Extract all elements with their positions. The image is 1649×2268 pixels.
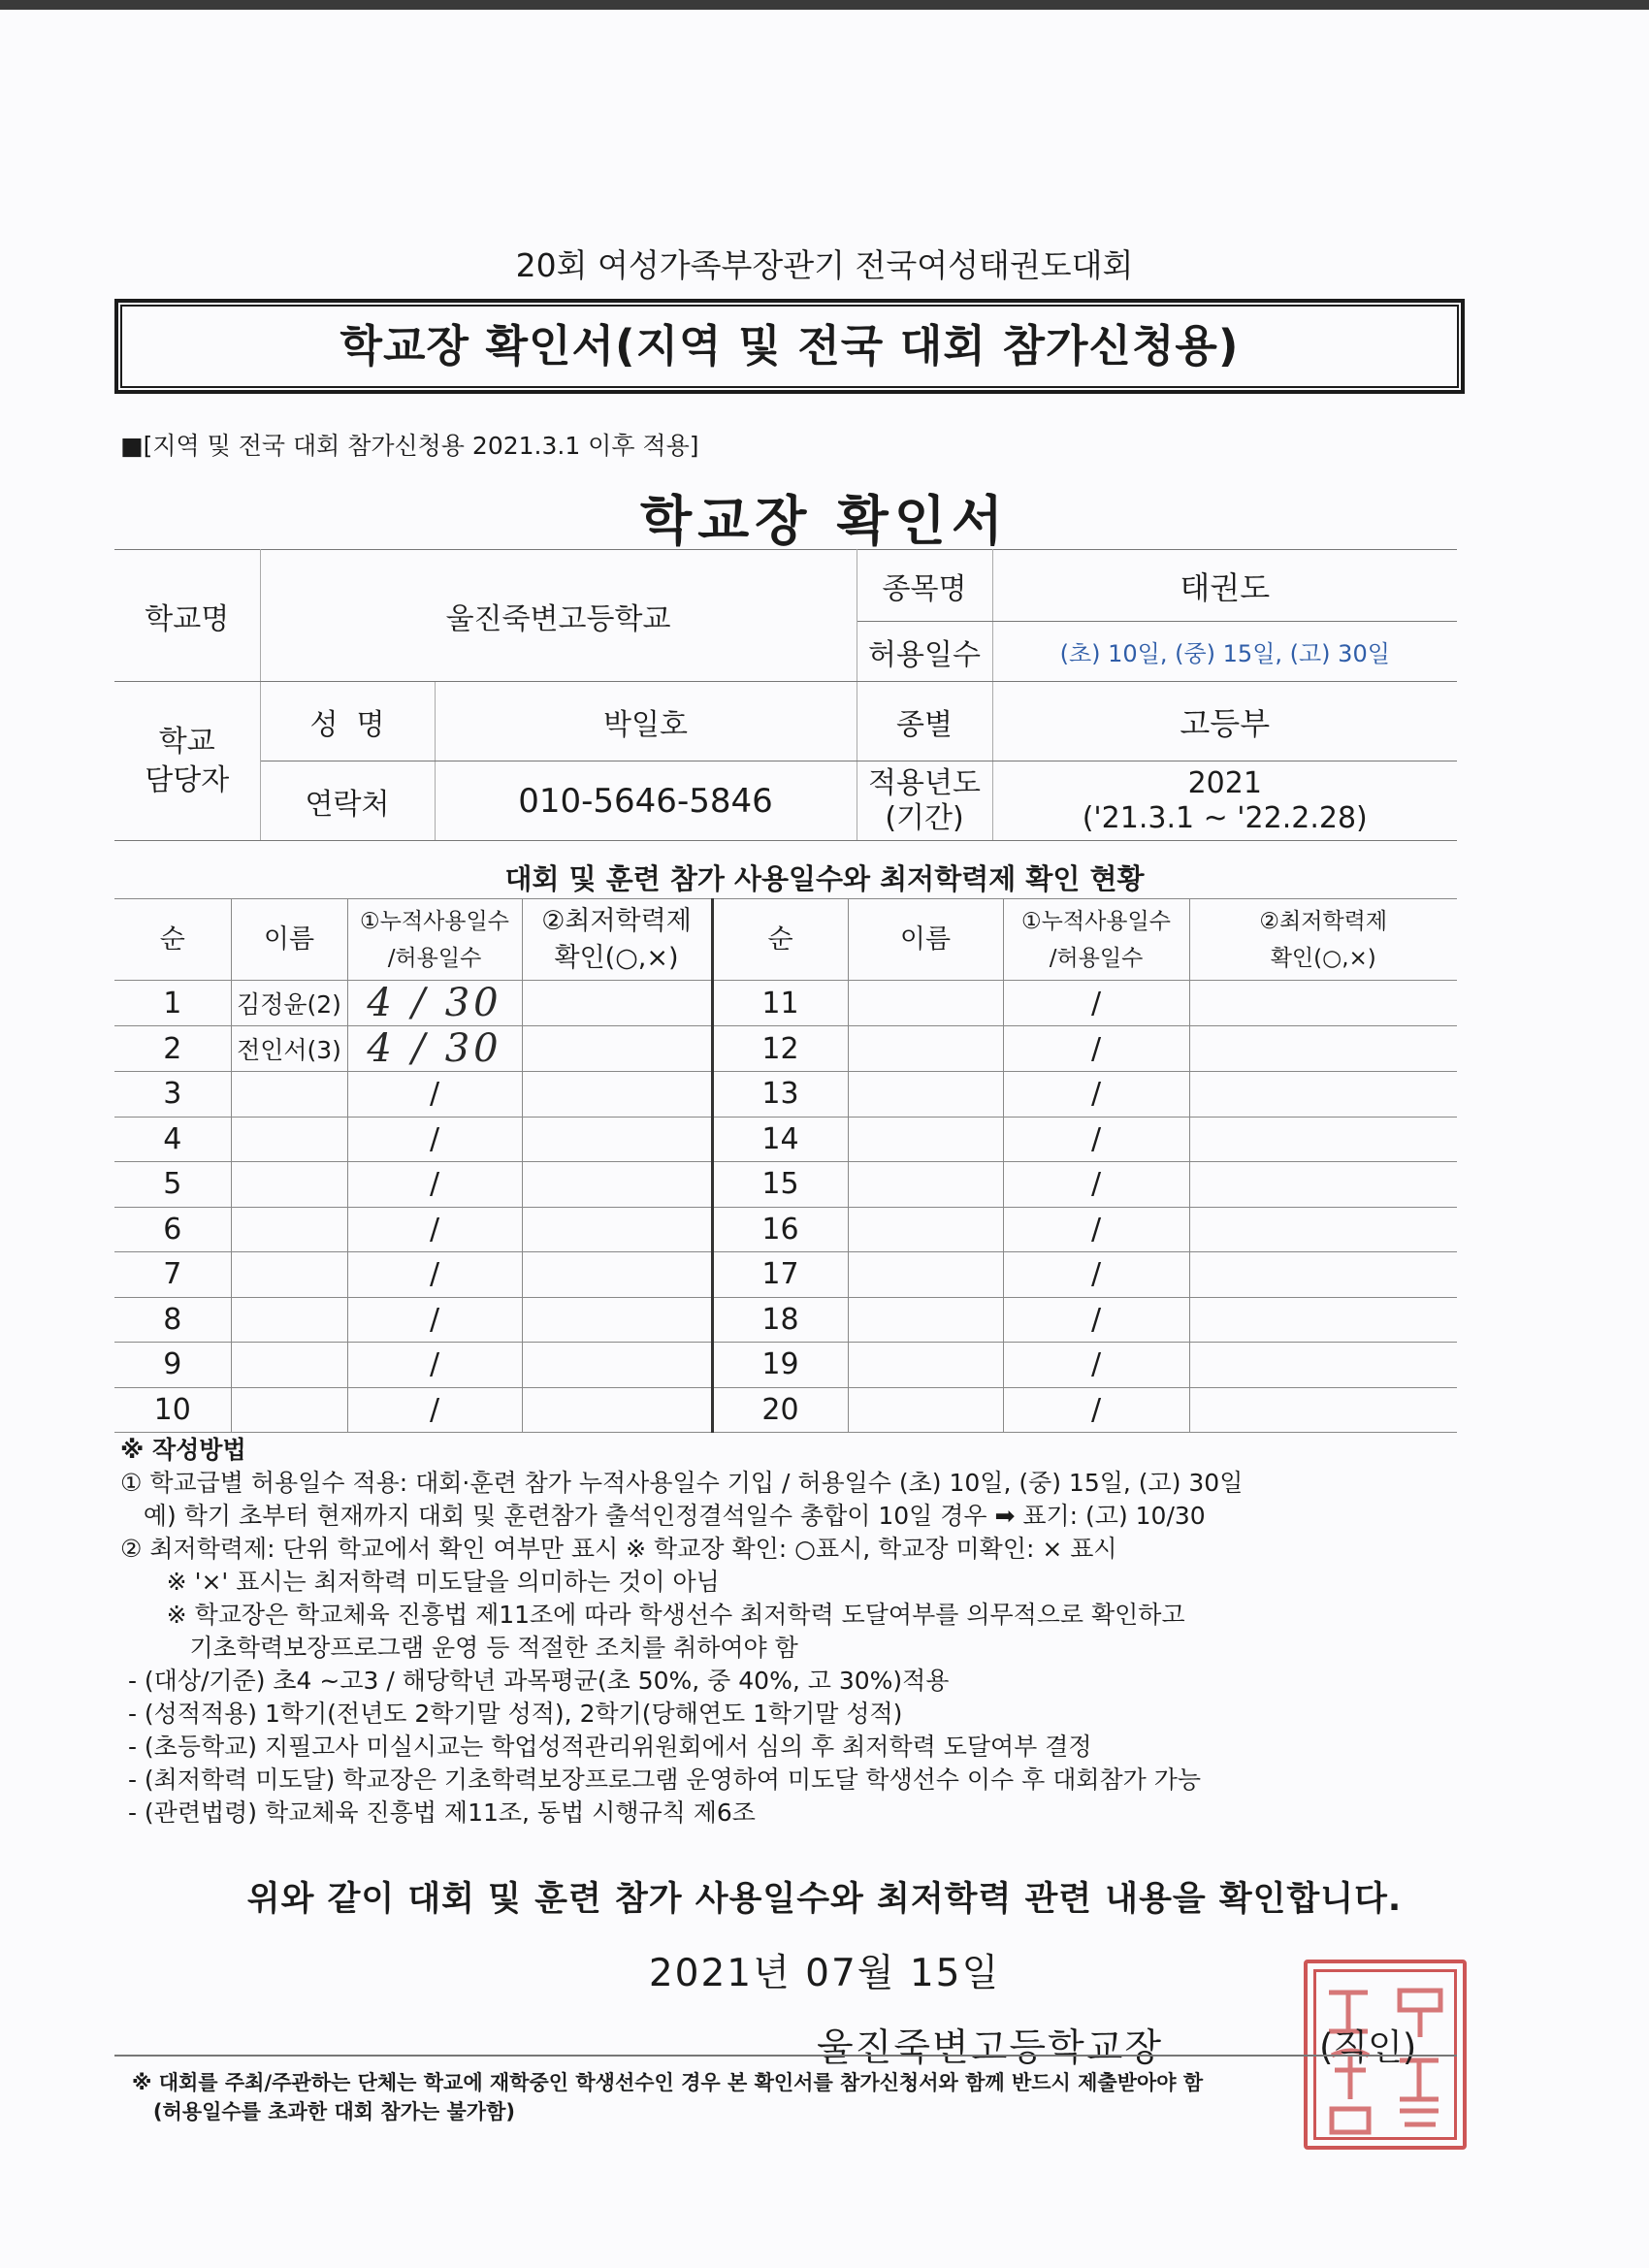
footnote-divider (114, 2055, 1457, 2057)
student-name: 전인서(3) (231, 1026, 347, 1072)
division-label: 종별 (857, 682, 992, 761)
instruction-line: - (성적적용) 1학기(전년도 2학기말 성적), 2학기(당해연도 1학기말 성적) (120, 1700, 903, 1728)
student-name (231, 1387, 347, 1433)
student-name (848, 1207, 1003, 1252)
usage-days: / (1003, 1252, 1189, 1298)
student-name (848, 1297, 1003, 1343)
instruction-line: - (최저학력 미도달) 학교장은 기초학력보장프로그램 운영하여 미도달 학생선수 이수 후 대회참가 가능 (120, 1766, 1202, 1794)
student-name (848, 1387, 1003, 1433)
col-usage: ①누적사용일수 /허용일수 (347, 899, 522, 981)
col-name: 이름 (231, 899, 347, 981)
row-number: 4 (114, 1117, 231, 1162)
confirmation-statement: 위와 같이 대회 및 훈련 참가 사용일수와 최저학력 관련 내용을 확인합니다. (246, 1880, 1403, 1919)
col-no-right: 순 (712, 899, 848, 981)
col-min-grade-right: ②최저학력제 확인(○,×) (1189, 899, 1457, 981)
confirmation-date: 2021년 07월 15일 (648, 1952, 1001, 1995)
instruction-line: 기초학력보장프로그램 운영 등 적절한 조치를 취하여야 함 (120, 1634, 798, 1662)
usage-days: / (347, 1162, 522, 1208)
row-number: 10 (114, 1387, 231, 1433)
col-name-right: 이름 (848, 899, 1003, 981)
usage-days: 4 / 30 (347, 981, 522, 1026)
school-value: 울진죽변고등학교 (260, 550, 857, 682)
event-title: 20회 여성가족부장관기 전국여성태권도대회 (515, 246, 1134, 284)
allowed-days-value: (초) 10일, (중) 15일, (고) 30일 (992, 622, 1457, 682)
student-name (231, 1297, 347, 1343)
min-grade-check (1189, 1117, 1457, 1162)
footnote-line: (허용일수를 초과한 대회 참가는 불가함) (132, 2100, 515, 2123)
usage-days: / (347, 1252, 522, 1298)
usage-days: / (347, 1387, 522, 1433)
table-row (114, 1026, 1457, 1072)
min-grade-check (1189, 1026, 1457, 1072)
student-name (848, 1162, 1003, 1208)
row-number: 1 (114, 981, 231, 1026)
min-grade-check (1189, 981, 1457, 1026)
student-name (848, 1117, 1003, 1162)
document-title: 학교장 확인서 (640, 490, 1009, 552)
instruction-line: 예) 학기 초부터 현재까지 대회 및 훈련참가 출석인정결석일수 총합이 10일 경우 ➡ 표기: (고) 10/30 (120, 1502, 1206, 1530)
min-grade-check (1189, 1252, 1457, 1298)
row-number: 11 (712, 981, 848, 1026)
allowed-days-label: 허용일수 (857, 622, 992, 682)
instruction-line: ② 최저학력제: 단위 학교에서 확인 여부만 표시 ※ 학교장 확인: ○표시, 학교장 미확인: × 표시 (120, 1535, 1117, 1563)
min-grade-check (1189, 1207, 1457, 1252)
usage-days: / (1003, 1162, 1189, 1208)
student-name (231, 1252, 347, 1298)
instruction-line: - (초등학교) 지필고사 미실시교는 학업성적관리위원회에서 심의 후 최저학력 도달여부 결정 (120, 1733, 1092, 1761)
student-name (848, 1072, 1003, 1118)
student-name (231, 1343, 347, 1388)
table-row (114, 1343, 1457, 1388)
scan-edge (0, 0, 1649, 10)
table-row (114, 981, 1457, 1026)
student-name (848, 1252, 1003, 1298)
table-row (114, 1297, 1457, 1343)
col-no: 순 (114, 899, 231, 981)
row-number: 16 (712, 1207, 848, 1252)
instruction-line: ※ 작성방법 (120, 1436, 246, 1464)
col-usage-right: ①누적사용일수 /허용일수 (1003, 899, 1189, 981)
student-name (848, 1026, 1003, 1072)
row-number: 3 (114, 1072, 231, 1118)
table-row (114, 1387, 1457, 1433)
usage-days: / (347, 1072, 522, 1118)
usage-days: / (347, 1297, 522, 1343)
instruction-line: ※ '×' 표시는 최저학력 미도달을 의미하는 것이 아님 (120, 1568, 720, 1596)
principal-title: 울진죽변고등학교장 (817, 2026, 1164, 2070)
min-grade-check (1189, 1297, 1457, 1343)
student-name (231, 1162, 347, 1208)
min-grade-check (522, 1343, 712, 1388)
min-grade-check (522, 1162, 712, 1208)
student-name (231, 1072, 347, 1118)
usage-table (114, 898, 1457, 1433)
contact-label: 학교 담당자 (114, 682, 260, 841)
min-grade-check (1189, 1387, 1457, 1433)
sport-value: 태권도 (992, 550, 1457, 622)
min-grade-check (522, 1297, 712, 1343)
student-name (848, 981, 1003, 1026)
table-row (114, 1207, 1457, 1252)
min-grade-check (1189, 1343, 1457, 1388)
school-label: 학교명 (114, 550, 260, 682)
seal-label: (직인) (1319, 2026, 1417, 2068)
table-row (114, 1162, 1457, 1208)
student-name (231, 1207, 347, 1252)
row-number: 6 (114, 1207, 231, 1252)
year-value: 2021 ('21.3.1 ~ '22.2.28) (992, 761, 1457, 841)
student-name: 김정윤(2) (231, 981, 347, 1026)
min-grade-check (522, 1072, 712, 1118)
form-title-box: 학교장 확인서(지역 및 전국 대회 참가신청용) (114, 299, 1465, 394)
row-number: 5 (114, 1162, 231, 1208)
school-info-table (114, 549, 1457, 841)
usage-days: / (1003, 1026, 1189, 1072)
usage-days: / (347, 1117, 522, 1162)
min-grade-check (522, 1026, 712, 1072)
row-number: 18 (712, 1297, 848, 1343)
min-grade-check (1189, 1072, 1457, 1118)
phone-value: 010-5646-5846 (435, 761, 857, 841)
min-grade-check (522, 1117, 712, 1162)
min-grade-check (1189, 1162, 1457, 1208)
row-number: 13 (712, 1072, 848, 1118)
usage-days: / (347, 1207, 522, 1252)
usage-days: / (1003, 1072, 1189, 1118)
usage-rows (114, 981, 1457, 1433)
row-number: 8 (114, 1297, 231, 1343)
usage-days: / (1003, 1297, 1189, 1343)
min-grade-check (522, 1252, 712, 1298)
phone-label: 연락처 (260, 761, 435, 841)
col-min-grade: ②최저학력제 확인(○,×) (522, 899, 712, 981)
student-name (848, 1343, 1003, 1388)
row-number: 9 (114, 1343, 231, 1388)
table-row (114, 1252, 1457, 1298)
instruction-line: ① 학교급별 허용일수 적용: 대회·훈련 참가 누적사용일수 기입 / 허용일수 (초) 10일, (중) 15일, (고) 30일 (120, 1469, 1244, 1497)
min-grade-check (522, 1387, 712, 1433)
instruction-line: - (대상/기준) 초4 ~고3 / 해당학년 과목평균(초 50%, 중 40%, 고 30%)적용 (120, 1667, 950, 1695)
row-number: 2 (114, 1026, 231, 1072)
name-label: 성 명 (260, 682, 435, 761)
usage-days: / (1003, 1207, 1189, 1252)
footnote-line: ※ 대회를 주최/주관하는 단체는 학교에 재학중인 학생선수인 경우 본 확인서를 참가신청서와 함께 반드시 제출받아야 함 (132, 2071, 1204, 2094)
table-row (114, 1072, 1457, 1118)
usage-days: 4 / 30 (347, 1026, 522, 1072)
instruction-line: - (관련법령) 학교체육 진흥법 제11조, 동법 시행규칙 제6조 (120, 1798, 756, 1827)
row-number: 19 (712, 1343, 848, 1388)
footnote (132, 2068, 1441, 2126)
table-row (114, 1117, 1457, 1162)
usage-days: / (1003, 981, 1189, 1026)
min-grade-check (522, 981, 712, 1026)
usage-days: / (1003, 1387, 1189, 1433)
usage-days: / (1003, 1343, 1189, 1388)
row-number: 20 (712, 1387, 848, 1433)
student-name (231, 1117, 347, 1162)
name-value: 박일호 (435, 682, 857, 761)
usage-section-title: 대회 및 훈련 참가 사용일수와 최저학력제 확인 현황 (504, 862, 1145, 895)
division-value: 고등부 (992, 682, 1457, 761)
row-number: 17 (712, 1252, 848, 1298)
row-number: 15 (712, 1162, 848, 1208)
min-grade-check (522, 1207, 712, 1252)
year-label: 적용년도 (기간) (857, 761, 992, 841)
row-number: 14 (712, 1117, 848, 1162)
sport-label: 종목명 (857, 550, 992, 622)
applies-note: ■[지역 및 전국 대회 참가신청용 2021.3.1 이후 적용] (120, 432, 699, 460)
instruction-line: ※ 학교장은 학교체육 진흥법 제11조에 따라 학생선수 최저학력 도달여부를 의무적으로 확인하고 (120, 1601, 1185, 1629)
usage-days: / (1003, 1117, 1189, 1162)
writing-instructions (120, 1434, 1478, 1830)
usage-days: / (347, 1343, 522, 1388)
row-number: 12 (712, 1026, 848, 1072)
row-number: 7 (114, 1252, 231, 1298)
